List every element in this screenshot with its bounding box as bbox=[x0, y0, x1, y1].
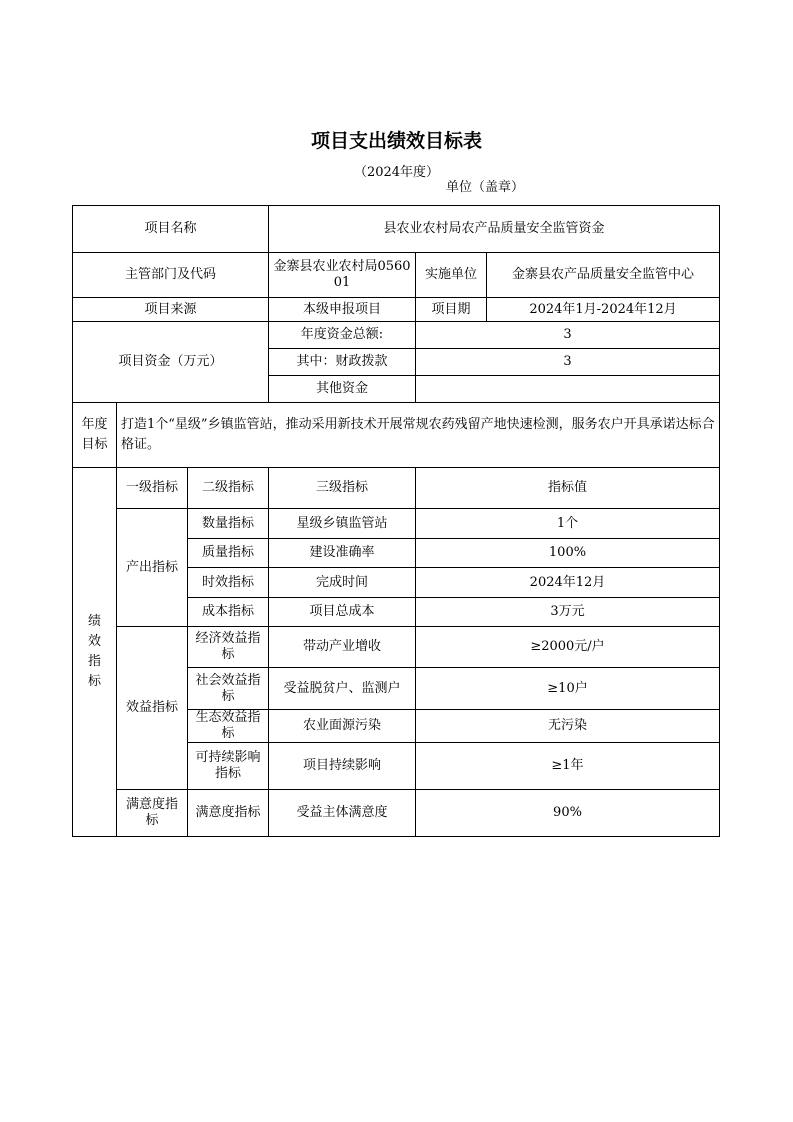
source-row bbox=[73, 298, 720, 322]
goal-text: 打造1个“星级”乡镇监管站，推动采用新技术开展常规农药残留产地快速检测，服务农户开具承诺达标合格证。 bbox=[117, 403, 720, 468]
project-name-row bbox=[73, 206, 720, 253]
funds-fiscal-value: 3 bbox=[416, 349, 720, 376]
performance-goal-table bbox=[72, 205, 720, 837]
funds-total-value: 3 bbox=[416, 322, 720, 349]
impl-unit-value: 金寨县农产品质量安全监管中心 bbox=[487, 253, 720, 298]
perf-header-row bbox=[73, 468, 720, 509]
page-title: 项目支出绩效目标表 bbox=[310, 130, 482, 152]
l2-cell: 经济效益指标 bbox=[188, 627, 269, 668]
value-cell: 无污染 bbox=[416, 710, 720, 743]
l2-cell: 数量指标 bbox=[188, 509, 269, 539]
perf-label: 绩 效 指 标 bbox=[73, 468, 117, 837]
l3-cell: 项目持续影响 bbox=[269, 743, 416, 790]
unit-label: 单位（盖章） bbox=[446, 180, 525, 195]
project-name-value: 县农业农村局农产品质量安全监管资金 bbox=[269, 206, 720, 253]
dept-value: 金寨县农业农村局056001 bbox=[269, 253, 416, 298]
funds-other-value bbox=[416, 376, 720, 403]
funds-other-label: 其他资金 bbox=[269, 376, 416, 403]
funds-label: 项目资金（万元） bbox=[73, 322, 269, 403]
header-l1: 一级指标 bbox=[117, 468, 188, 509]
l3-cell: 星级乡镇监管站 bbox=[269, 509, 416, 539]
l2-cell: 时效指标 bbox=[188, 568, 269, 598]
value-cell: ≥10户 bbox=[416, 668, 720, 710]
goal-label: 年度目标 bbox=[73, 403, 117, 468]
l2-cell: 成本指标 bbox=[188, 598, 269, 627]
table-row bbox=[73, 790, 720, 837]
dept-label: 主管部门及代码 bbox=[73, 253, 269, 298]
dept-row bbox=[73, 253, 720, 298]
l1-output: 产出指标 bbox=[117, 509, 188, 627]
l1-satisfaction: 满意度指标 bbox=[117, 790, 188, 837]
l3-cell: 建设准确率 bbox=[269, 539, 416, 568]
l2-cell: 可持续影响指标 bbox=[188, 743, 269, 790]
value-cell: 1个 bbox=[416, 509, 720, 539]
l2-cell: 满意度指标 bbox=[188, 790, 269, 837]
value-cell: 3万元 bbox=[416, 598, 720, 627]
l3-cell: 带动产业增收 bbox=[269, 627, 416, 668]
value-cell: 2024年12月 bbox=[416, 568, 720, 598]
header-l2: 二级指标 bbox=[188, 468, 269, 509]
project-name-label: 项目名称 bbox=[73, 206, 269, 253]
funds-total-row bbox=[73, 322, 720, 349]
period-label: 项目期 bbox=[416, 298, 487, 322]
l3-cell: 完成时间 bbox=[269, 568, 416, 598]
value-cell: ≥1年 bbox=[416, 743, 720, 790]
table-row bbox=[73, 627, 720, 668]
l2-cell: 社会效益指标 bbox=[188, 668, 269, 710]
funds-fiscal-label: 其中：财政拨款 bbox=[269, 349, 416, 376]
l2-cell: 生态效益指标 bbox=[188, 710, 269, 743]
value-cell: 100% bbox=[416, 539, 720, 568]
value-cell: ≥2000元/户 bbox=[416, 627, 720, 668]
l2-cell: 质量指标 bbox=[188, 539, 269, 568]
source-label: 项目来源 bbox=[73, 298, 269, 322]
period-value: 2024年1月-2024年12月 bbox=[487, 298, 720, 322]
l3-cell: 受益主体满意度 bbox=[269, 790, 416, 837]
header-l3: 三级指标 bbox=[269, 468, 416, 509]
value-cell: 90% bbox=[416, 790, 720, 837]
table-row bbox=[73, 509, 720, 539]
goal-row bbox=[73, 403, 720, 468]
funds-total-label: 年度资金总额: bbox=[269, 322, 416, 349]
header-value: 指标值 bbox=[416, 468, 720, 509]
impl-unit-label: 实施单位 bbox=[416, 253, 487, 298]
l3-cell: 受益脱贫户、监测户 bbox=[269, 668, 416, 710]
source-value: 本级申报项目 bbox=[269, 298, 416, 322]
year-label: （2024年度） bbox=[353, 165, 440, 180]
l1-benefit: 效益指标 bbox=[117, 627, 188, 790]
l3-cell: 项目总成本 bbox=[269, 598, 416, 627]
l3-cell: 农业面源污染 bbox=[269, 710, 416, 743]
